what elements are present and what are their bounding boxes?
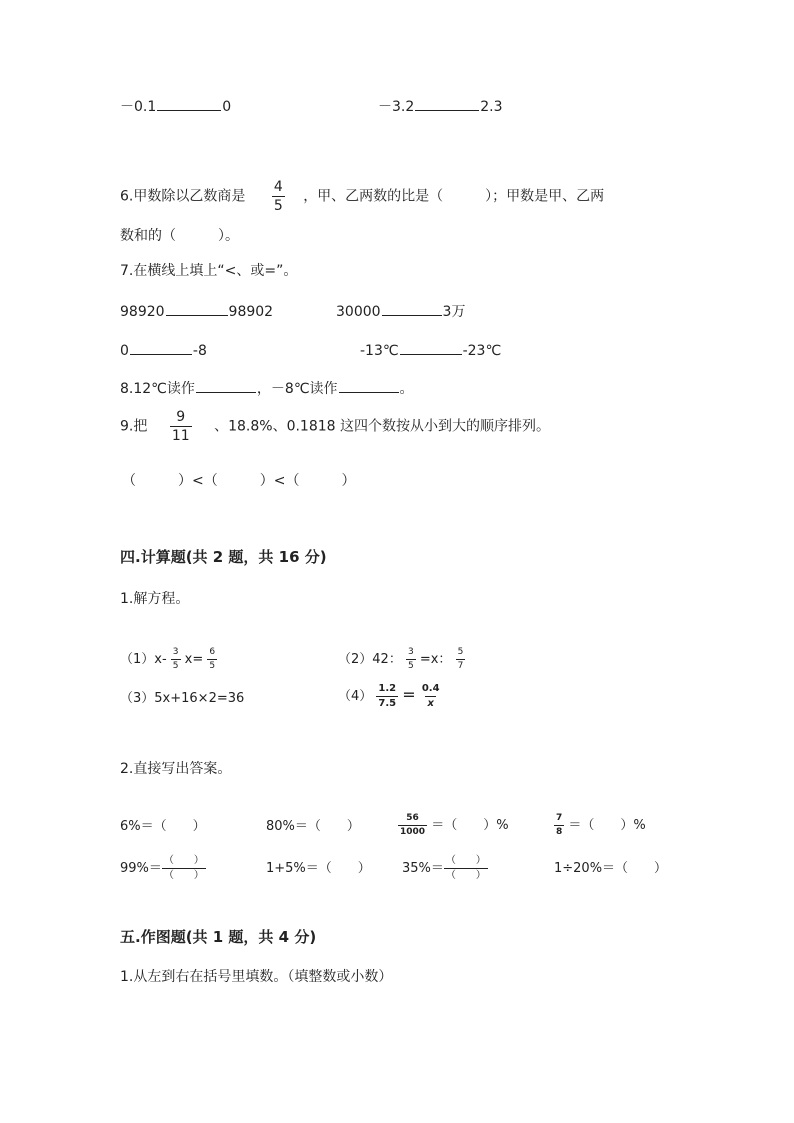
q7-row2-b — [360, 344, 501, 358]
r2c-pre: 35%＝ — [402, 861, 444, 876]
q7-r2a-right: -8 — [192, 343, 207, 359]
q9-text-a: 9.把 — [120, 418, 148, 435]
q6-frac-den: 5 — [273, 198, 283, 214]
q9-line — [120, 410, 550, 443]
q6-text-a: 6.甲数除以乙数商是 — [120, 188, 246, 205]
q7-row1-a — [120, 305, 273, 319]
eq4-f1n: 1.2 — [378, 683, 397, 694]
r2c-num: （ ） — [445, 855, 486, 866]
r1c-rest: ＝（ ）% — [431, 818, 509, 833]
eq1-frac2 — [207, 648, 217, 671]
q9-frac-den: 11 — [171, 428, 190, 444]
eq1-f1n: 3 — [172, 647, 179, 657]
q7-r1b-right: 3万 — [442, 304, 466, 320]
eq2-f2d: 7 — [457, 661, 464, 671]
q5-b-right: 2.3 — [480, 99, 503, 115]
q8-text-a: 8.12℃读作 — [120, 381, 195, 397]
r1d-den: 8 — [556, 827, 563, 837]
q5-b-blank[interactable] — [415, 109, 479, 111]
r2a-pre: 99%＝ — [120, 861, 162, 876]
q7-title: 7.在横线上填上“<、或=”。 — [120, 263, 298, 279]
r2c-den: （ ） — [445, 870, 486, 881]
eq1-mid: x= — [184, 652, 204, 667]
r1c-fraction — [398, 814, 427, 837]
q5-a-right: 0 — [222, 99, 232, 115]
answer-r2-d[interactable]: 1÷20%＝（ ） — [554, 861, 668, 876]
q8-line — [120, 382, 414, 396]
q8-blank-1[interactable] — [196, 391, 256, 393]
q7-r1b-blank[interactable] — [382, 314, 442, 316]
eq2-f1n: 3 — [407, 647, 414, 657]
eq1-f2d: 5 — [209, 661, 216, 671]
q8-text-c: 。 — [399, 381, 414, 397]
equation-4 — [338, 684, 442, 709]
answer-r1-b[interactable]: 80%＝（ ） — [266, 819, 360, 834]
eq1-prefix: （1）x- — [120, 652, 167, 667]
answer-r2-b[interactable]: 1+5%＝（ ） — [266, 861, 371, 876]
r1d-rest: ＝（ ）% — [568, 818, 646, 833]
eq2-f2n: 5 — [457, 647, 464, 657]
eq2-frac1 — [406, 648, 416, 671]
answer-r2-c[interactable] — [402, 856, 488, 881]
equation-2 — [338, 648, 465, 671]
q7-row2-a — [120, 344, 207, 358]
answer-r2-a[interactable] — [120, 856, 206, 881]
q7-r2a-blank[interactable] — [130, 353, 192, 355]
q9-answer[interactable]: （ ）<（ ）<（ ） — [122, 473, 356, 489]
answer-r1-a[interactable]: 6%＝（ ） — [120, 819, 206, 834]
q6-frac-num: 4 — [273, 179, 283, 195]
q7-r2b-left: -13℃ — [360, 343, 399, 359]
q5-b-left: －3.2 — [378, 99, 415, 115]
eq2-frac2 — [456, 648, 466, 671]
eq4-f2d: x — [427, 698, 434, 709]
r2a-den: （ ） — [163, 870, 204, 881]
q6-fraction — [272, 180, 285, 213]
eq1-f1d: 5 — [172, 661, 179, 671]
q5-comparison-b — [378, 100, 503, 114]
r2c-fraction — [444, 856, 488, 881]
q6-line1 — [120, 180, 604, 213]
r1c-num: 56 — [406, 813, 419, 823]
q7-r1a-blank[interactable] — [166, 314, 228, 316]
section5-title: 五.作图题(共 1 题，共 4 分) — [120, 928, 317, 946]
section4-q2-title: 2.直接写出答案。 — [120, 761, 232, 777]
eq4-prefix: （4） — [338, 689, 373, 704]
q8-blank-2[interactable] — [339, 391, 399, 393]
equation-3: （3）5x+16×2=36 — [120, 691, 245, 706]
q8-text-b: ，－8℃读作 — [256, 381, 338, 397]
q7-r1a-right: 98902 — [228, 304, 274, 320]
eq2-mid: =x： — [419, 652, 452, 667]
eq1-frac1 — [171, 648, 181, 671]
r1d-num: 7 — [556, 813, 563, 823]
q6-text-c: 数和的（ ）。 — [120, 228, 239, 244]
eq4-frac1 — [376, 684, 398, 709]
r2a-fraction — [162, 856, 206, 881]
section4-title: 四.计算题(共 2 题，共 16 分) — [120, 548, 327, 566]
q9-text-b: 、18.8%、0.1818 这四个数按从小到大的顺序排列。 — [214, 418, 551, 435]
q7-r2a-left: 0 — [120, 343, 129, 359]
q7-row1-b — [336, 305, 465, 319]
r2a-num: （ ） — [163, 855, 204, 866]
equation-1 — [120, 648, 217, 671]
q7-r1a-left: 98920 — [120, 304, 165, 320]
eq4-mid: = — [402, 685, 416, 704]
q7-r2b-blank[interactable] — [400, 353, 462, 355]
answer-r1-d[interactable] — [554, 814, 646, 837]
q9-fraction — [170, 410, 192, 443]
q9-frac-num: 9 — [176, 409, 186, 425]
q6-line2 — [120, 229, 239, 243]
eq2-f1d: 5 — [407, 661, 414, 671]
eq4-frac2 — [420, 684, 442, 709]
eq2-prefix: （2）42： — [338, 652, 402, 667]
section5-q1: 1.从左到右在括号里填数。（填整数或小数） — [120, 969, 393, 985]
section4-q1-title: 1.解方程。 — [120, 591, 190, 607]
q5-a-left: －0.1 — [120, 99, 157, 115]
q7-r2b-right: -23℃ — [462, 343, 502, 359]
q7-r1b-left: 30000 — [336, 304, 381, 320]
r1c-den: 1000 — [400, 827, 426, 837]
eq4-f1d: 7.5 — [378, 698, 397, 709]
q5-comparison-a — [120, 100, 231, 114]
eq4-f2n: 0.4 — [421, 683, 440, 694]
q5-a-blank[interactable] — [157, 109, 221, 111]
r1d-fraction — [554, 814, 564, 837]
q6-text-b: ，甲、乙两数的比是（ ）；甲数是甲、乙两 — [303, 188, 605, 205]
eq1-f2n: 6 — [209, 647, 216, 657]
answer-r1-c[interactable] — [398, 814, 509, 837]
